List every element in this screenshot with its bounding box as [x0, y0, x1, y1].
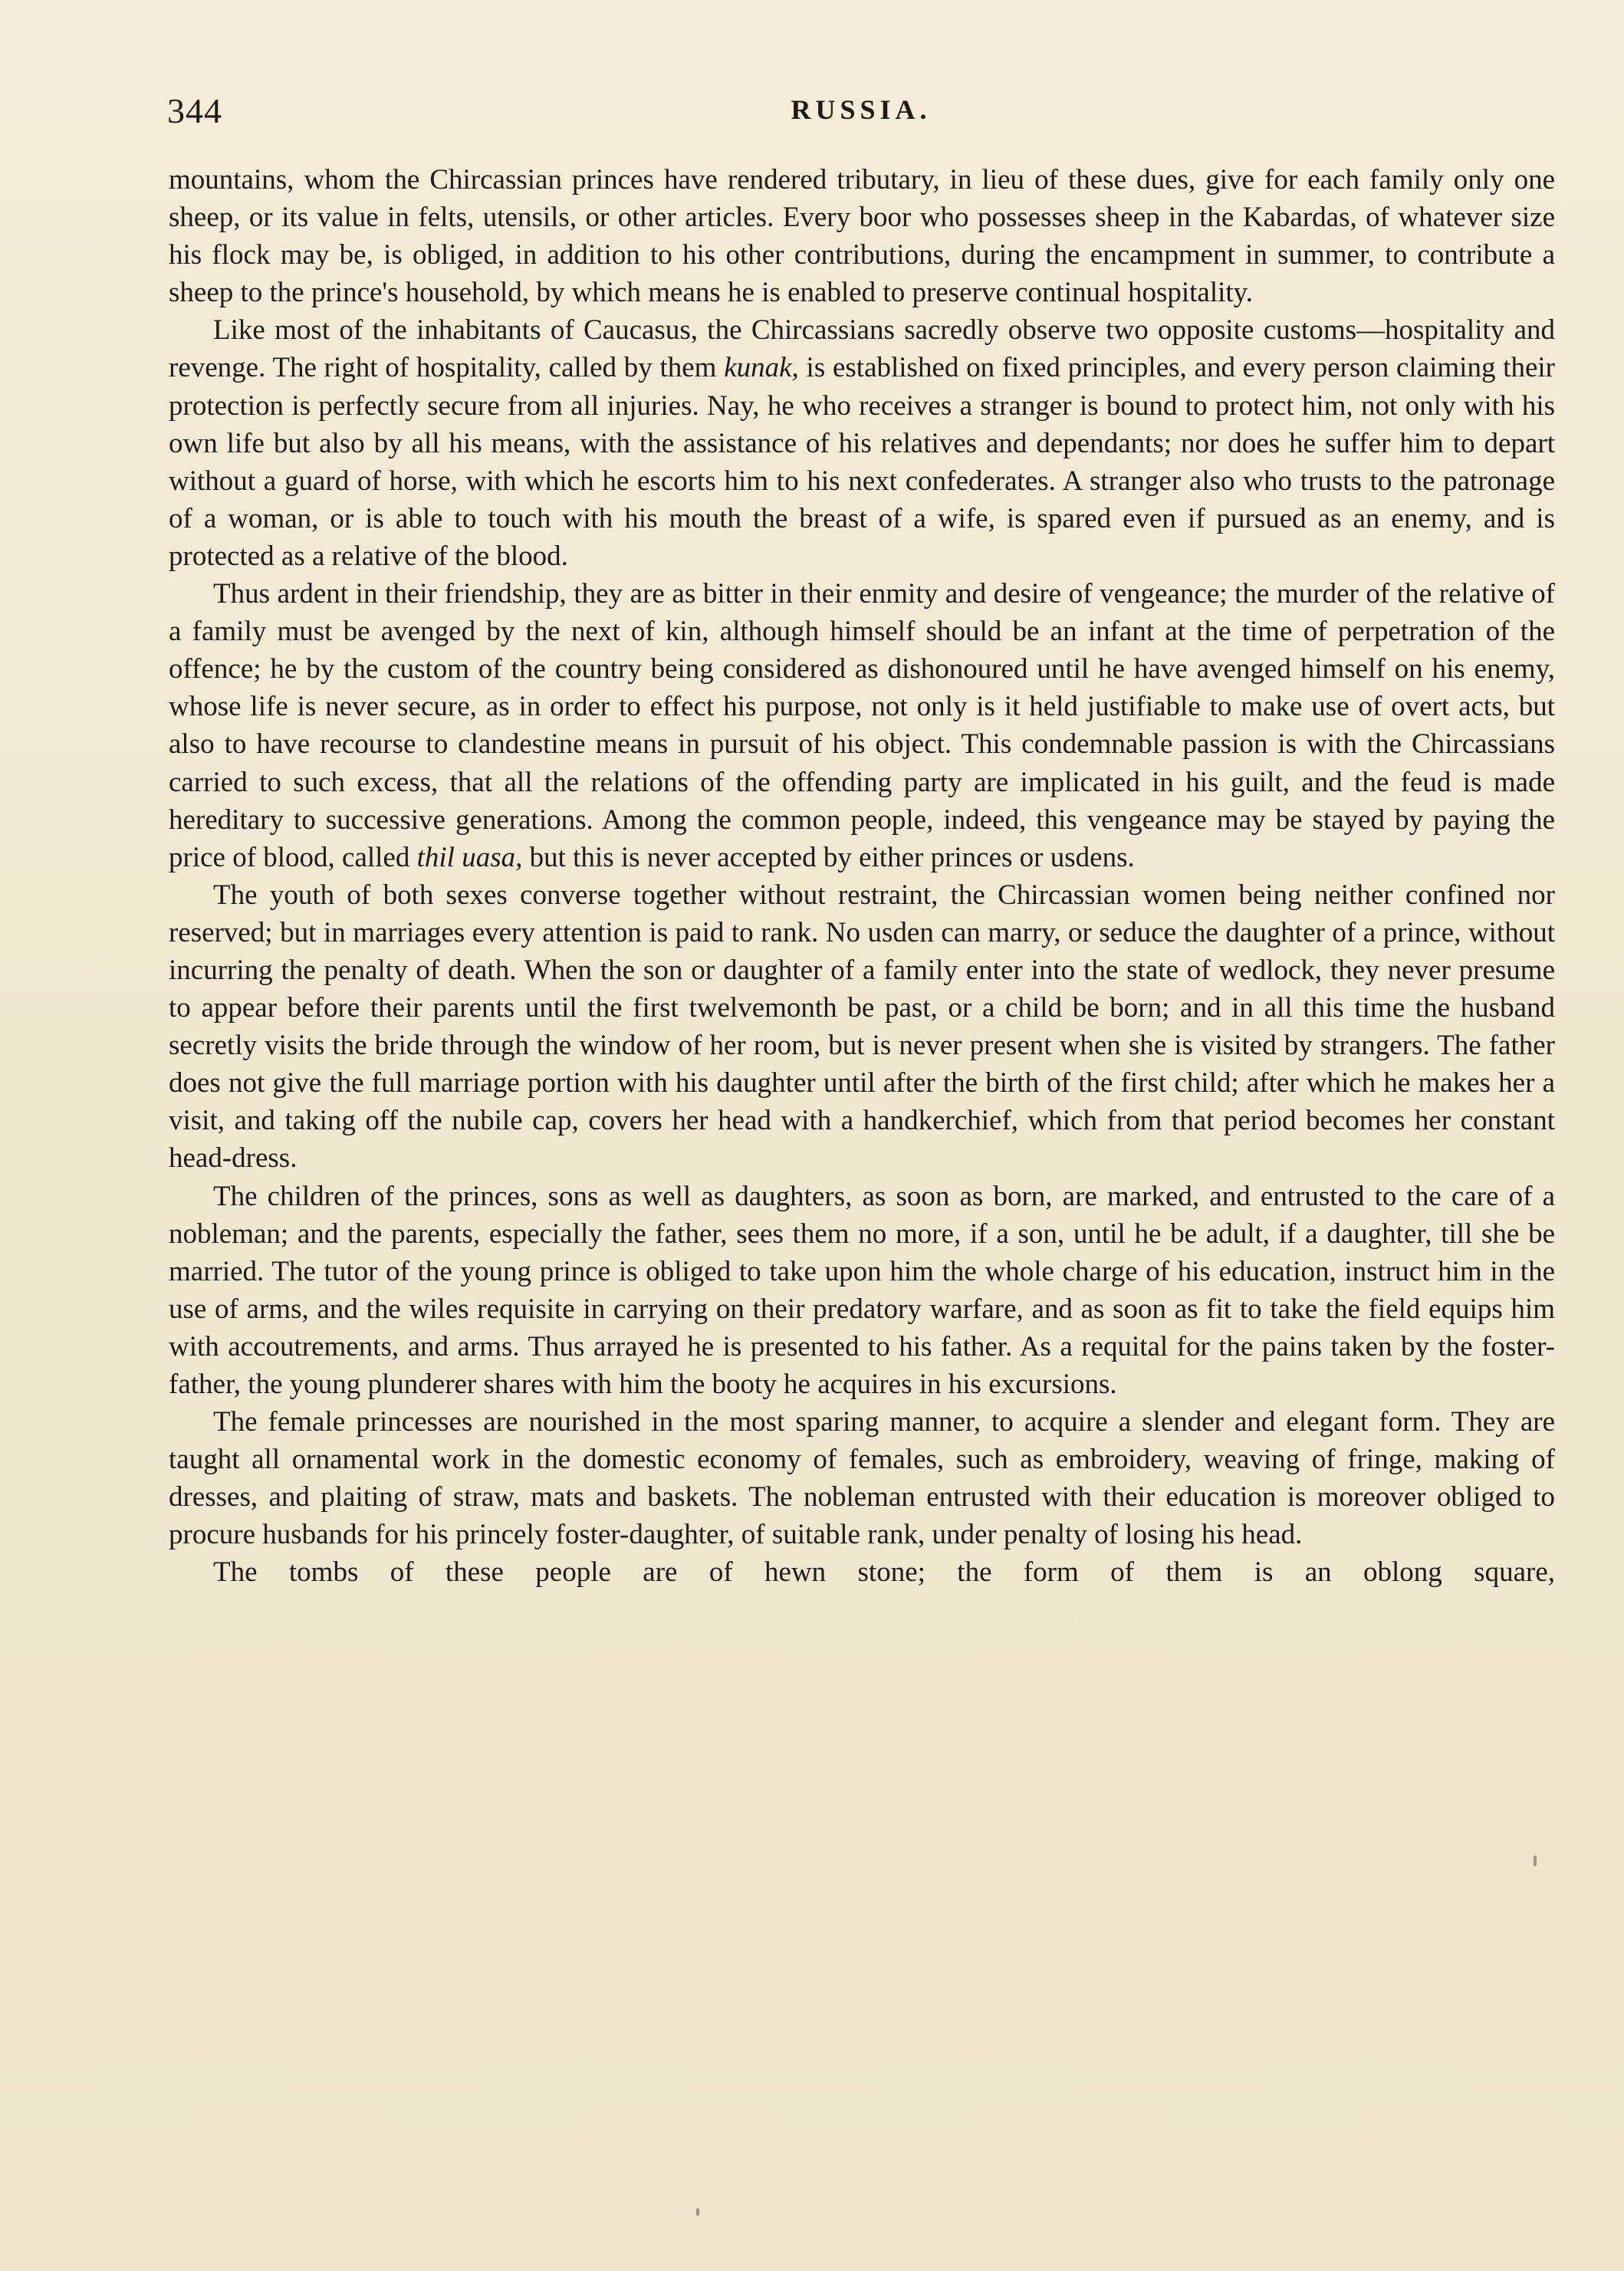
paragraph-3: Thus ardent in their friendship, they are as bitter in their enmity and desire of vengeance; the murder of the relative of a family must be avenged by the next of kin, although himself should be an infant at the time of perpetration of the offence; he by the custom of the country being considered as dishonoured until he have avenged himself on his enemy, whose life is never secure, as in order to effect his purpose, not only is it held justifiable to make use of overt acts, but also to have recourse to clandestine means in pursuit of his object. This condemnable passion is with the Chircassians carried to such excess, that all the relations of the offending party are implicated in his guilt, and the feud is made hereditary to successive generations. Among the common people, indeed, this vengeance may be stayed by paying the price of blood, called thil uasa, but this is never accepted by either princes or usdens.: [169, 578, 1555, 873]
ink-speck: [696, 2208, 699, 2216]
ink-speck: [1534, 1855, 1537, 1866]
page-header: [167, 90, 1555, 136]
paragraph-7: The tombs of these people are of hewn stone; the form of them is an oblong square,: [213, 1556, 1555, 1589]
term-kunak: kunak,: [724, 352, 799, 384]
running-title: RUSSIA.: [791, 94, 932, 125]
paragraph-4: The youth of both sexes converse together without restraint, the Chircassian women being neither confined nor reserved; but in marriages every attention is paid to rank. No usden can marry, or seduce the daughter of a prince, without incurring the penalty of death. When the son or daughter of a family enter into the state of wedlock, they never presume to appear before their parents until the first twelvemonth be past, or a child be born; and in all this time the husband secretly visits the bride through the window of her room, but is never present when she is visited by strangers. The father does not give the full marriage portion with his daughter until after the birth of the first child; after which he makes her a visit, and taking off the nubile cap, covers her head with a handkerchief, which from that period becomes her constant head-dress.: [169, 879, 1555, 1175]
term-thil-uasa: thil uasa,: [416, 841, 523, 873]
paragraph-5: The children of the princes, sons as well as daughters, as soon as born, are marked, and entrusted to the care of a nobleman; and the parents, especially the father, sees them no more, if a son, until he be adult, if a daughter, till she be married. The tutor of the young prince is obliged to take upon him the whole charge of his education, instruct him in the use of arms, and the wiles requisite in carrying on their predatory warfare, and as soon as fit to take the field equips him with accoutrements, and arms. Thus arrayed he is presented to his father. As a requital for the pains taken by the foster-father, the young plunderer shares with him the booty he acquires in his excursions.: [169, 1180, 1555, 1400]
paragraph-2: Like most of the inhabitants of Caucasus, the Chircassians sacredly observe two opposite customs—hospitality and revenge. The right of hospitality, called by them kunak, is established on fixed principles, and every person claiming their protection is perfectly secure from all injuries. Nay, he who receives a stranger is bound to protect him, not only with his own life but also by all his means, with the assistance of his relatives and dependants; nor does he suffer him to depart without a guard of horse, with which he escorts him to his next confederates. A stranger also who trusts to the patronage of a woman, or is able to touch with his mouth the breast of a wife, is spared even if pursued as an enemy, and is protected as a relative of the blood.: [169, 314, 1555, 572]
paragraph-6: The female princesses are nourished in the most sparing manner, to acquire a slender and elegant form. They are taught all ornamental work in the domestic economy of females, such as embroidery, weaving of fringe, making of dresses, and plaiting of straw, mats and baskets. The nobleman entrusted with their education is moreover obliged to procure husbands for his princely foster-daughter, of suitable rank, under penalty of losing his head.: [169, 1406, 1555, 1551]
body-text: [169, 161, 1555, 1592]
paragraph-1: mountains, whom the Chircassian princes have rendered tributary, in lieu of these dues, give for each family only one sheep, or its value in felts, utensils, or other articles. Every boor who possesses sheep in the Kabardas, of whatever size his flock may be, is obliged, in addition to his other contributions, during the encampment in summer, to contribute a sheep to the prince's household, by which means he is enabled to preserve continual hospitality.: [169, 164, 1555, 309]
page-number: 344: [167, 91, 222, 130]
